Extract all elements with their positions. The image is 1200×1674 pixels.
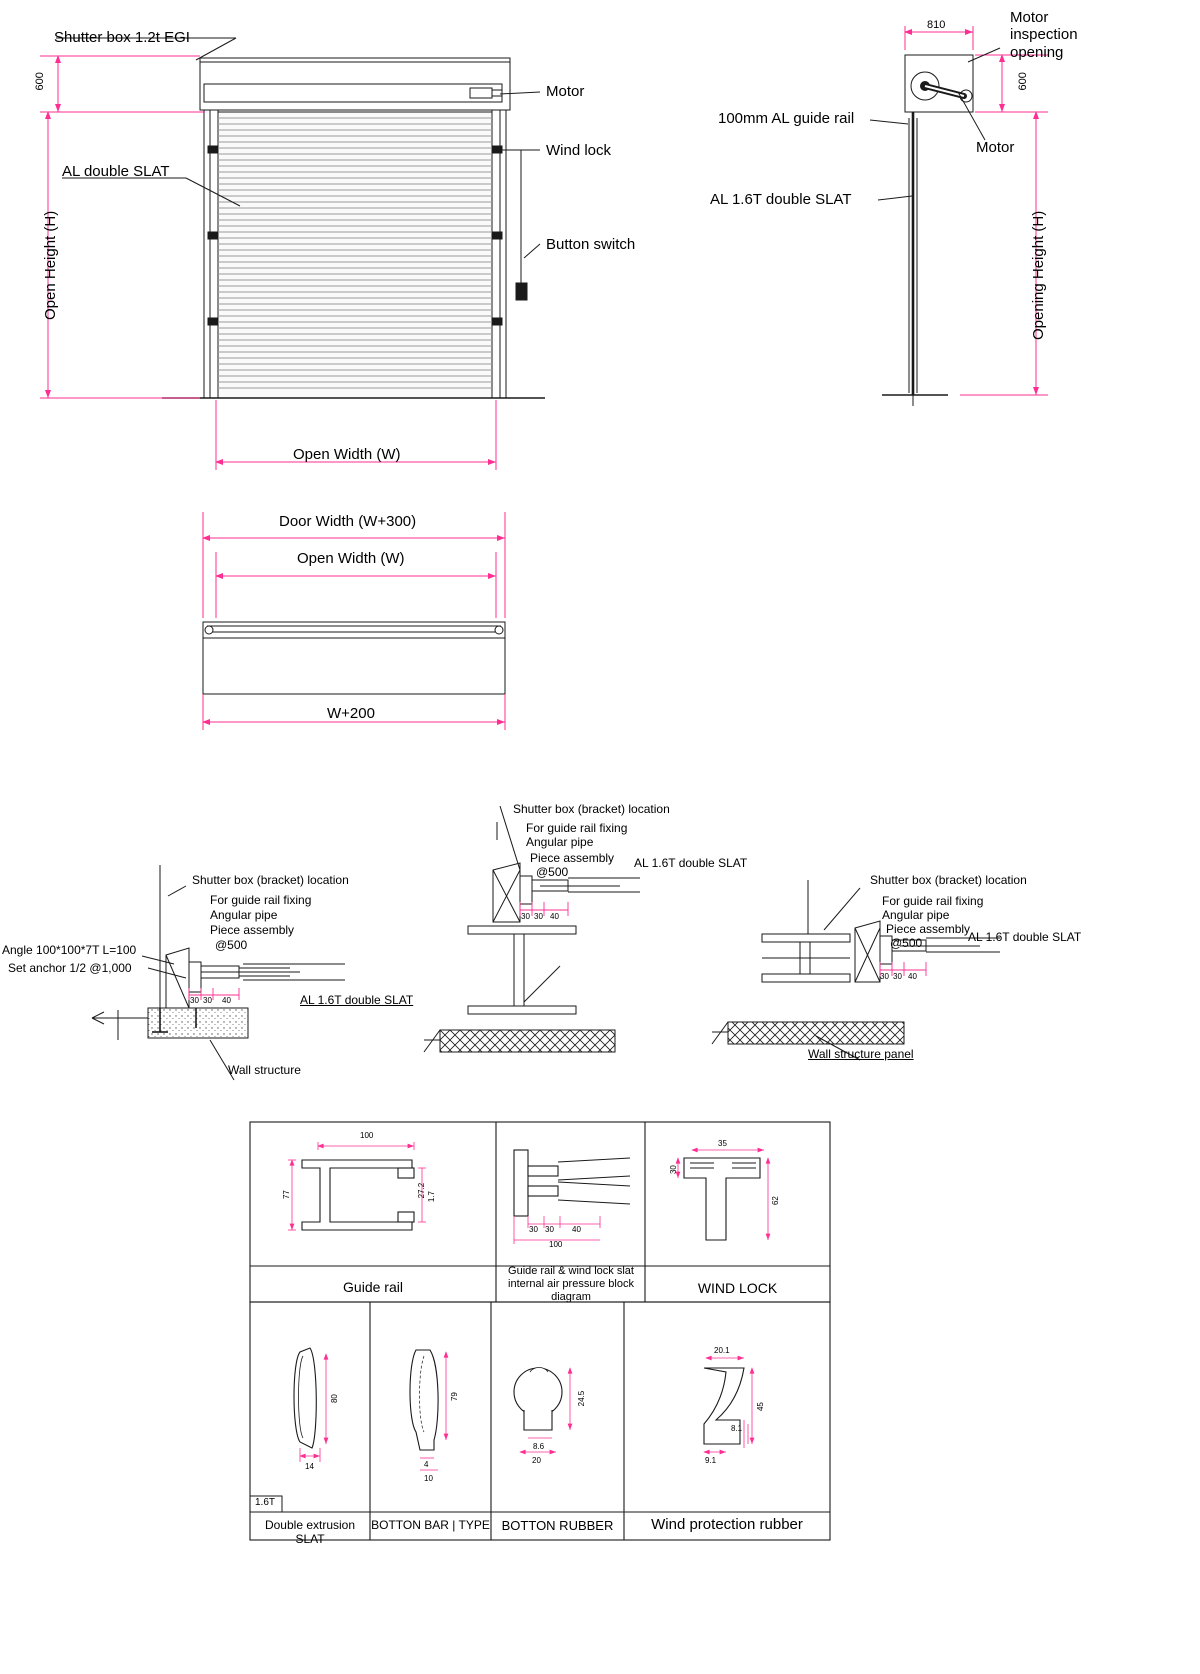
- label-motor-side: Motor: [976, 139, 1015, 156]
- label-open-width-plan: Open Width (W): [297, 550, 405, 567]
- caption-botton-rubber: BOTTON RUBBER: [501, 1518, 614, 1533]
- dim-windlock-left: 30: [668, 1165, 678, 1175]
- dim-center-30b: 30: [534, 912, 543, 921]
- dim-guide-rail-sub2: 1.7: [426, 1191, 436, 1203]
- dim-left-40: 40: [222, 996, 231, 1005]
- dim-guide-rail-height: 77: [281, 1190, 291, 1200]
- dim-right-30a: 30: [880, 972, 889, 981]
- label-guide-rail-100: 100mm AL guide rail: [718, 110, 855, 127]
- label-open-width-front: Open Width (W): [293, 446, 401, 463]
- dim-windlock-top: 35: [718, 1139, 727, 1148]
- dim-810: 810: [927, 19, 946, 31]
- label-open-height: Open Height (H): [42, 210, 59, 320]
- dim-center-30a: 30: [521, 912, 530, 921]
- dim-slat-height: 80: [329, 1394, 339, 1404]
- label-opening-height: Opening Height (H): [1030, 210, 1047, 340]
- caption-wind-lock: WIND LOCK: [697, 1280, 778, 1296]
- dim-slat-width: 14: [305, 1462, 314, 1471]
- caption-botton-bar: BOTTON BAR | TYPE: [371, 1518, 490, 1532]
- dim-wpr-bottom: 9.1: [705, 1456, 717, 1465]
- label-motor-front: Motor: [546, 83, 585, 100]
- label-spacing-right: @500: [890, 936, 923, 950]
- dim-box-height-side: 600: [1016, 72, 1029, 91]
- dim-bottombar-w2: 10: [424, 1474, 433, 1483]
- label-wall-structure-panel: Wall structure panel: [808, 1047, 914, 1061]
- label-wind-lock: Wind lock: [546, 142, 612, 159]
- caption-double-extrusion-slat: Double extrusion SLAT: [264, 1518, 356, 1546]
- dim-wpr-mid: 8.1: [731, 1424, 743, 1433]
- dim-box-height-front: 600: [33, 72, 46, 91]
- label-slat-left-text: AL 1.6T double SLAT: [300, 993, 414, 1007]
- dim-rubber-w2: 20: [532, 1456, 541, 1465]
- dim-apb-total: 100: [549, 1240, 563, 1249]
- label-angular-pipe-center: Angular pipe: [526, 835, 594, 849]
- label-door-width: Door Width (W+300): [279, 513, 417, 530]
- label-slat-right: AL 1.6T double SLAT: [968, 930, 1082, 944]
- dim-guide-rail-width: 100: [360, 1131, 374, 1140]
- dim-wpr-top: 20.1: [714, 1346, 730, 1355]
- label-guide-rail-fixing-left: For guide rail fixing: [210, 893, 312, 907]
- label-motor-inspection-opening: Motor inspection opening: [1010, 9, 1078, 61]
- label-shutter-box: Shutter box 1.2t EGI: [54, 29, 190, 46]
- label-spacing-center: @500: [536, 865, 569, 879]
- label-button-switch: Button switch: [546, 236, 636, 253]
- label-angle-spec: Angle 100*100*7T L=100: [2, 943, 137, 957]
- label-guide-rail-fixing-right: For guide rail fixing: [882, 894, 984, 908]
- dim-guide-rail-sub1: 27.2: [417, 1182, 427, 1199]
- label-slat-left: [300, 994, 413, 1008]
- dim-left-30a: 30: [190, 996, 199, 1005]
- label-spacing-left: @500: [215, 938, 248, 952]
- dim-right-30b: 30: [893, 972, 902, 981]
- dim-apb-d3: 40: [572, 1225, 581, 1234]
- label-angular-pipe-left: Angular pipe: [210, 908, 278, 922]
- dim-windlock-right: 62: [770, 1196, 780, 1206]
- caption-air-pressure-block: Guide rail & wind lock slat internal air pressure block diagram: [508, 1265, 634, 1304]
- label-piece-assembly-center: Piece assembly: [530, 851, 615, 865]
- dim-rubber-w1: 8.6: [533, 1442, 545, 1451]
- label-al-double-slat: AL double SLAT: [62, 163, 170, 180]
- dim-bottombar-w1: 4: [424, 1460, 429, 1469]
- label-wall-structure-left: Wall structure: [228, 1063, 301, 1077]
- label-slat-side: AL 1.6T double SLAT: [710, 191, 852, 208]
- label-set-anchor: Set anchor 1/2 @1,000: [8, 961, 132, 975]
- dim-bottombar-height: 79: [449, 1392, 459, 1402]
- caption-guide-rail: Guide rail: [343, 1279, 403, 1295]
- label-angular-pipe-right: Angular pipe: [882, 908, 950, 922]
- dim-wpr-right: 45: [755, 1402, 765, 1412]
- dim-rubber-height: 24.5: [577, 1390, 587, 1407]
- label-slat-thickness: 1.6T: [255, 1497, 276, 1508]
- dim-right-40: 40: [908, 972, 917, 981]
- dim-center-40: 40: [550, 912, 559, 921]
- dim-apb-d1: 30: [529, 1225, 538, 1234]
- label-piece-assembly-right: Piece assembly: [886, 922, 971, 936]
- label-bracket-location-center: Shutter box (bracket) location: [513, 802, 670, 816]
- dim-apb-d2: 30: [545, 1225, 554, 1234]
- dim-left-30b: 30: [203, 996, 212, 1005]
- caption-wind-protection-rubber: Wind protection rubber: [651, 1516, 803, 1533]
- label-w200: W+200: [327, 705, 375, 722]
- label-slat-center: AL 1.6T double SLAT: [634, 856, 748, 870]
- label-bracket-location-right: Shutter box (bracket) location: [870, 873, 1027, 887]
- label-bracket-location-left: Shutter box (bracket) location: [192, 873, 349, 887]
- label-piece-assembly-left: Piece assembly: [210, 923, 295, 937]
- label-guide-rail-fixing-center: For guide rail fixing: [526, 821, 628, 835]
